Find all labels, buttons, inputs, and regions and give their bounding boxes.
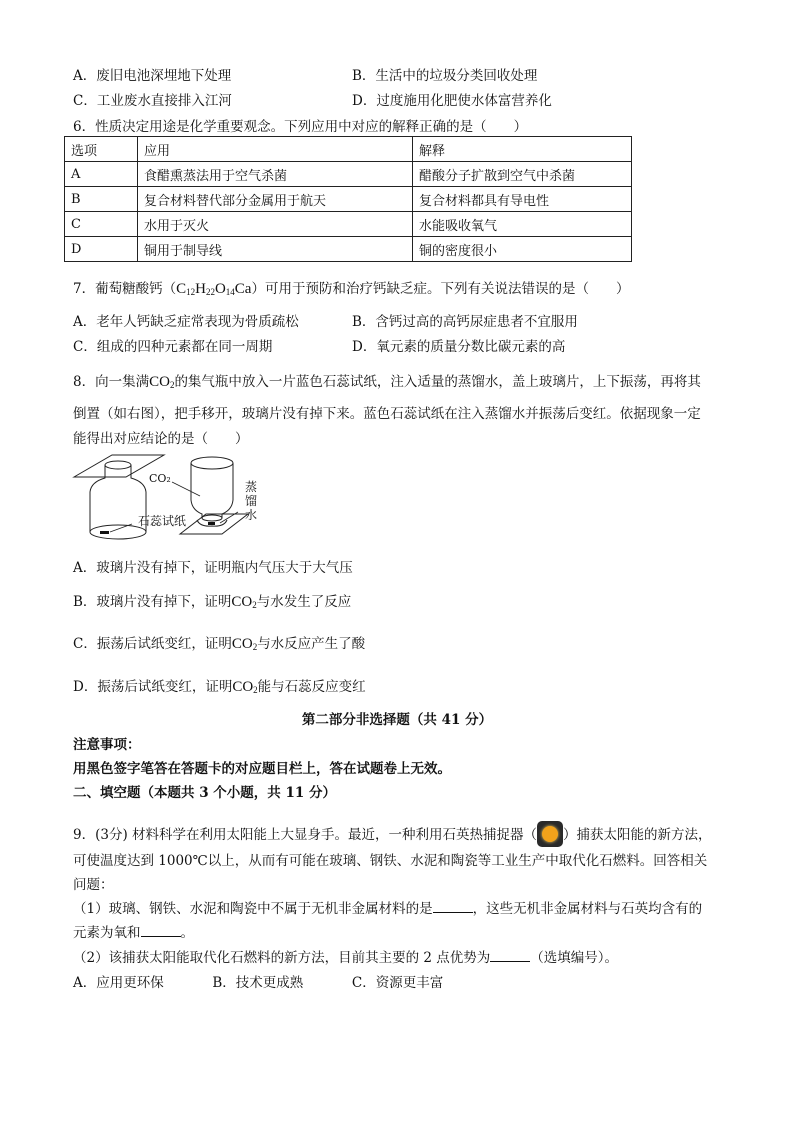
table-cell: 醋酸分子扩散到空气中杀菌: [413, 162, 632, 187]
q9-sub1-post: ，这些无机非金属材料与石英均含有的: [472, 901, 703, 917]
answer-blank[interactable]: [141, 924, 181, 937]
co2-formula: [232, 679, 257, 695]
table-cell: B: [65, 187, 138, 212]
table-row: [65, 237, 632, 262]
q7-options-row2: [73, 335, 733, 357]
formula-subscript: 2: [252, 600, 257, 610]
q5-options-row2: [73, 89, 733, 111]
q8-option-c: [73, 632, 365, 653]
co2-formula: [231, 594, 256, 610]
q9-option-c: C．资源更丰富: [351, 975, 444, 991]
q9-sub1-line2-post: 。: [180, 925, 194, 941]
formula-element: CO: [232, 679, 254, 695]
q9-sub1-line2-pre: 元素为氧和: [73, 925, 141, 941]
formula-subscript: 2: [169, 380, 175, 390]
q7-option-d: D．氧元素的质量分数比碳元素的高: [352, 339, 566, 355]
q8-stem-line3: 能得出对应结论的是（ ）: [73, 431, 249, 447]
inverted-bottle-base: [191, 457, 233, 469]
q8-option-d-pre: D．振荡后试纸变红，证明: [73, 679, 233, 695]
q8-stem-line2: 倒置（如右图），把手移开，玻璃片没有掉下来。蓝色石蕊试纸在注入蒸馏水并振荡后变红。依据现象一定: [73, 406, 701, 422]
q9-line1-post: ）捕获太阳能的新方法，: [563, 827, 712, 843]
q8-option-d: [73, 675, 366, 696]
q9-line1: [73, 821, 712, 847]
formula-subscript: 2: [252, 642, 258, 652]
table-cell: 铜用于制导线: [138, 237, 413, 262]
formula-element: H: [195, 281, 206, 297]
q9-line3: 问题：: [73, 877, 114, 893]
formula-element: CO: [231, 636, 253, 652]
q9-sub2-pre: （2）该捕获太阳能取代化石燃料的新方法，目前其主要的 2 点优势为: [73, 950, 491, 966]
litmus-paper: [100, 531, 109, 534]
water-char: 水: [245, 508, 258, 522]
table-cell: 食醋熏蒸法用于空气杀菌: [138, 162, 413, 187]
q9-line2: 可使温度达到 1000℃以上，从而有可能在玻璃、钢铁、水泥和陶瓷等工业生产中取代化石燃料。回答相关: [73, 853, 708, 869]
inverted-bottle-mouth: [202, 515, 222, 521]
formula-element: CO: [231, 594, 253, 610]
q8-option-b-pre: B．玻璃片没有掉下，证明: [73, 594, 232, 610]
table-header-cell: 选项: [65, 137, 138, 162]
q6-table: [64, 136, 632, 262]
formula-element: Ca: [234, 281, 252, 297]
table-header-cell: 解释: [413, 137, 632, 162]
q8-stem-line1: [73, 370, 701, 391]
q7-option-b: B．含钙过高的高钙尿症患者不宜服用: [352, 314, 578, 330]
formula-subscript: 12: [186, 287, 196, 297]
table-header-row: [65, 137, 632, 162]
q9-sub1-pre: （1）玻璃、钢铁、水泥和陶瓷中不属于无机非金属材料的是: [73, 901, 433, 917]
co2-leader: [172, 482, 200, 496]
table-cell: 复合材料都具有导电性: [413, 187, 632, 212]
water-char: 馏: [245, 494, 258, 508]
formula-subscript: 14: [225, 287, 235, 297]
table-row: [65, 212, 632, 237]
q7-formula: [176, 281, 251, 297]
q9-line1-pre: 9．(3分) 材料科学在利用太阳能上大显身手。最近，一种利用石英热捕捉器（: [73, 827, 538, 843]
q5-option-a: A．废旧电池深埋地下处理: [73, 68, 232, 84]
inverted-bottle-neck-right: [222, 500, 233, 518]
table-cell: D: [65, 237, 138, 262]
table-cell: 水能吸收氧气: [413, 212, 632, 237]
table-cell: 复合材料替代部分金属用于航天: [138, 187, 413, 212]
table-cell: 铜的密度很小: [413, 237, 632, 262]
table-row: [65, 162, 632, 187]
sun-capture-icon: [537, 821, 563, 847]
figure-label-litmus: 石蕊试纸: [138, 514, 187, 528]
q9-sub2: [73, 946, 618, 966]
formula-subscript: 22: [205, 287, 215, 297]
q9-option-b: B．技术更成熟: [212, 975, 304, 991]
q9-sub2-post: （选填编号）。: [530, 950, 619, 966]
q8-option-c-post: 与水反应产生了酸: [257, 636, 366, 652]
co2-formula: [232, 636, 257, 652]
bottle-left-side: [90, 465, 105, 532]
q7-option-c: C．组成的四种元素都在同一周期: [73, 339, 273, 355]
litmus-paper-2: [208, 522, 215, 525]
q5-option-b: B．生活中的垃圾分类回收处理: [352, 68, 538, 84]
co2-formula: [149, 374, 174, 390]
formula-element: C: [176, 281, 187, 297]
bottle-mouth: [105, 461, 131, 469]
table-cell: A: [65, 162, 138, 187]
notice-title: 注意事项：: [73, 737, 141, 753]
q7-stem: [73, 277, 629, 298]
q9-option-a: A．应用更环保: [73, 975, 164, 991]
formula-element: O: [214, 281, 226, 297]
answer-blank[interactable]: [490, 949, 530, 962]
formula-subscript: 2: [253, 685, 258, 695]
q8-line1-post: 的集气瓶中放入一片蓝色石蕊试纸，注入适量的蒸馏水，盖上玻璃片，上下振荡，再将其: [174, 374, 701, 390]
section-title: 二、填空题（本题共 3 个小题，共 11 分）: [73, 785, 336, 801]
table-cell: C: [65, 212, 138, 237]
table-header-cell: 应用: [138, 137, 413, 162]
q8-option-b-post: 与水发生了反应: [256, 594, 352, 610]
notice-text: 用黑色签字笔答在答题卡的对应题目栏上，答在试题卷上无效。: [73, 761, 451, 777]
part2-title: 第二部分非选择题（共 41 分）: [301, 712, 493, 728]
q9-sub1: [73, 897, 702, 917]
inverted-bottle-neck-left: [191, 500, 202, 518]
q8-option-d-post: 能与石蕊反应变红: [257, 679, 366, 695]
q9-sub1-line2: [73, 921, 194, 941]
figure-label-water: [245, 480, 257, 522]
q9-options: [73, 971, 443, 991]
q5-option-d: D．过度施用化肥使水体富营养化: [352, 93, 552, 109]
q7-option-a: A．老年人钙缺乏症常表现为骨质疏松: [73, 314, 299, 330]
figure-label-co2: CO₂: [149, 472, 171, 485]
q7-stem-pre: 7．葡萄糖酸钙（: [73, 281, 177, 297]
water-char: 蒸: [245, 480, 258, 494]
q7-options-row1: [73, 310, 733, 332]
q5-option-c: C．工业废水直接排入江河: [73, 93, 232, 109]
formula-element: CO: [149, 374, 170, 390]
q6-stem: 6．性质决定用途是化学重要观念。下列应用中对应的解释正确的是（ ）: [73, 119, 528, 135]
table-row: [65, 187, 632, 212]
q5-options-row1: [73, 64, 733, 86]
q8-option-a: A．玻璃片没有掉下，证明瓶内气压大于大气压: [73, 560, 353, 576]
table-cell: 水用于灭火: [138, 212, 413, 237]
q8-option-c-pre: C．振荡后试纸变红，证明: [73, 636, 232, 652]
answer-blank[interactable]: [433, 900, 473, 913]
q8-line1-pre: 8．向一集满: [73, 374, 150, 390]
q8-option-b: [73, 590, 351, 611]
q7-stem-post: ）可用于预防和治疗钙缺乏症。下列有关说法错误的是（ ）: [251, 281, 630, 297]
